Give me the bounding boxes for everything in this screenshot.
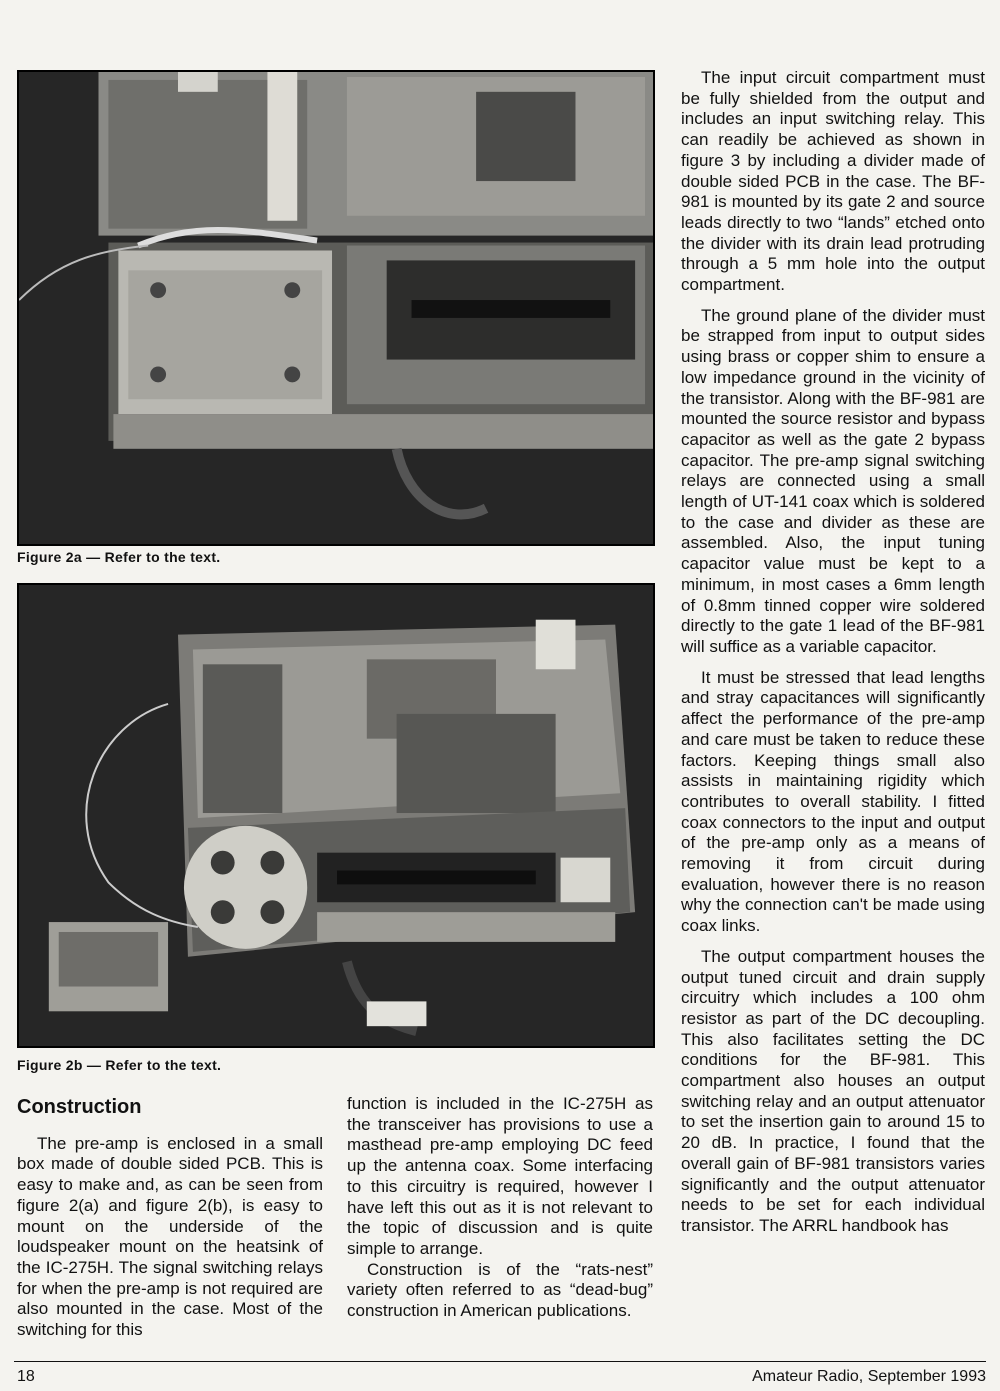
paragraph: Construction is of the “rats-nest” variety often referred to as “dead-bug” construction in American publications. xyxy=(347,1259,653,1321)
article-middle-column xyxy=(347,1094,653,1322)
article-right-column xyxy=(681,68,985,1237)
figure-2a-caption: Figure 2a — Refer to the text. xyxy=(17,549,221,565)
paragraph: The ground plane of the divider must be strapped from input to output sides using brass or copper shim to ensure a low impedance ground in the vicinity of the transistor. Along with the BF-981 are mounted the source resistor and bypass capacitor as well as the gate 2 bypass capacitor. The pre-amp signal switching relays are connected using a small length of UT-141 coax which is soldered to the case and divider as these are assembled. Also, the input tuning capacitor value must be kept to a minimum, in most cases a 6mm length of 0.8mm tinned copper wire soldered directly to the gate 1 lead of the BF-981 will suffice as a variable capacitor. xyxy=(681,305,985,656)
footer-rule xyxy=(14,1361,986,1362)
paragraph: The output compartment houses the output tuned circuit and drain supply circuitry which includes a 100 ohm resistor as part of the DC decoupling. This also facilitates setting the DC conditions for the BF-981. This compartment also houses an output switching relay and an output attenuator to set the insertion gain to around 15 to 20 dB. In practice, I found that the overall gain of BF-981 transistors varies significantly and the output attenuator needs to be set for each individual transistor. The ARRL handbook has xyxy=(681,946,985,1235)
paragraph: function is included in the IC-275H as the transceiver has provisions to use a masthead pre-amp employing DC feed up the antenna coax. Some interfacing to this circuitry is required, however I have left this out as it is not relevant to the topic of discussion and is quite simple to arrange. xyxy=(347,1094,653,1258)
figure-2b-photo xyxy=(17,583,655,1048)
paragraph: The input circuit compartment must be fully shielded from the output and includes an input switching relay. This can readily be achieved as shown in figure 3 by including a divider made of double sided PCB in the case. The BF-981 is mounted by its gate 2 and source leads directly to two “lands” etched onto the divider with its drain lead protruding through a 5 mm hole into the output compartment. xyxy=(681,68,985,295)
paragraph: The pre-amp is enclosed in a small box made of double sided PCB. This is easy to make and, as can be seen from figure 2(a) and figure 2(b), is easy to mount on the underside of the loudspeaker mount on the heatsink of the IC-275H. The signal switching relays for when the pre-amp is not required are also mounted in the case. Most of the switching for this xyxy=(17,1133,323,1340)
page-number: 18 xyxy=(17,1368,35,1385)
publication-line: Amateur Radio, September 1993 xyxy=(752,1368,986,1385)
section-heading: Construction xyxy=(17,1096,142,1118)
article-left-column xyxy=(17,1097,323,1341)
paragraph: It must be stressed that lead lengths and stray capacitances will significantly affect the performance of the pre-amp and care must be taken to reduce these factors. Keeping things small also assists in maintaining rigidity which contributes to overall stability. I fitted coax connectors to the input and output of the pre-amp only as a means of removing it from circuit during evaluation, however there is no reason why the connection can't be made using coax links. xyxy=(681,667,985,936)
figure-2a-photo xyxy=(17,70,655,546)
figure-2b-caption: Figure 2b — Refer to the text. xyxy=(17,1057,222,1073)
